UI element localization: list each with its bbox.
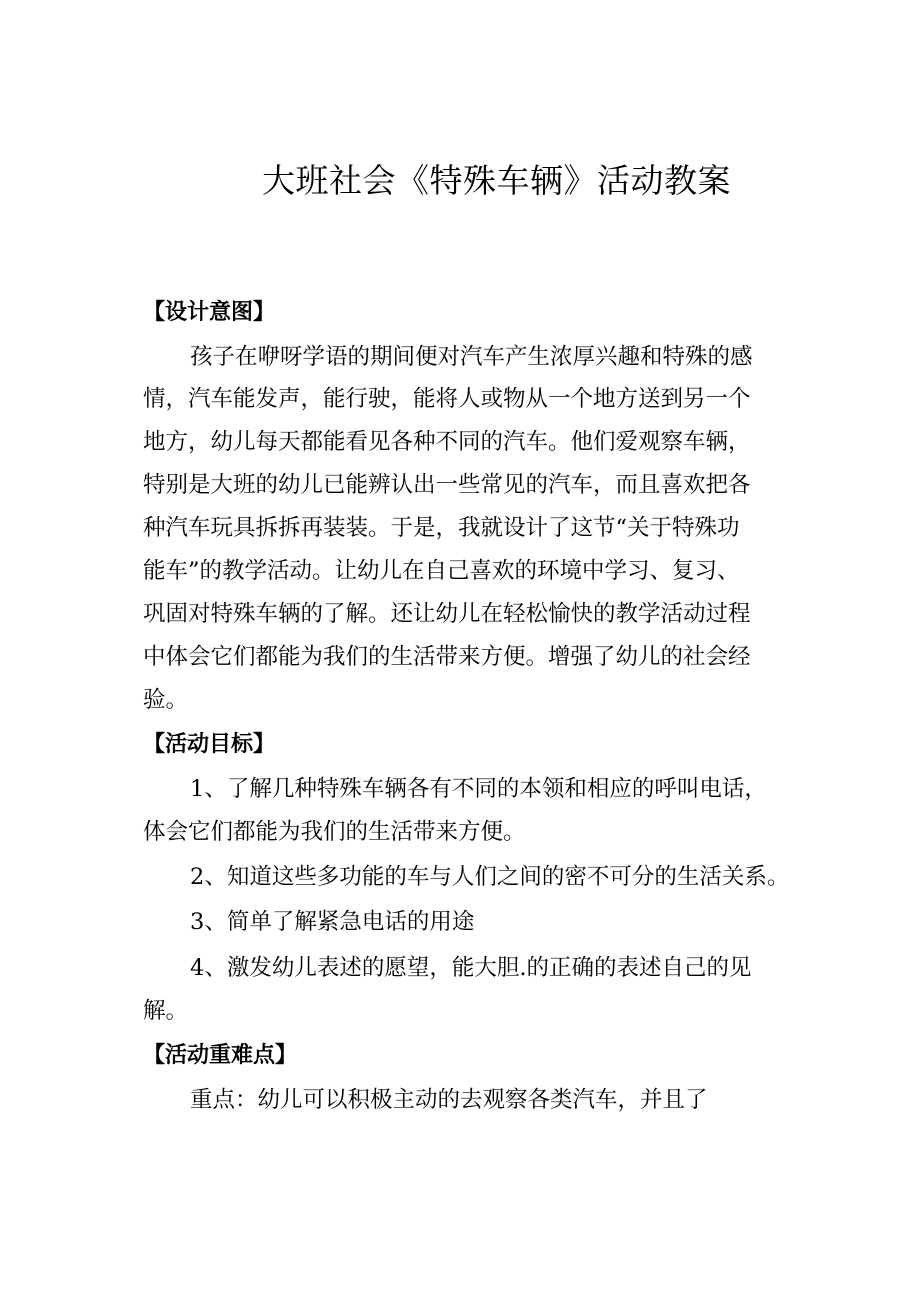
paragraph-line: 验。 xyxy=(143,687,189,713)
document-title: 大班社会《特殊车辆》活动教案 xyxy=(262,161,731,200)
paragraph-line: 地方，幼儿每天都能看见各种不同的汽车。他们爱观察车辆， xyxy=(143,429,751,455)
goal-line: 3、简单了解紧急电话的用途 xyxy=(190,909,475,935)
goal-line: 2、知道这些多功能的车与人们之间的密不可分的生活关系。 xyxy=(190,864,790,890)
section-heading-key-points: 【活动重难点】 xyxy=(143,1043,298,1068)
paragraph-line: 特别是大班的幼儿已能辨认出一些常见的汽车，而且喜欢把各 xyxy=(143,472,751,498)
paragraph-line: 情，汽车能发声，能行驶，能将人或物从一个地方送到另一个 xyxy=(143,386,751,412)
goal-line: 4、激发幼儿表述的愿望，能大胆.的正确的表述自己的见 xyxy=(190,955,752,981)
goal-line: 1、了解几种特殊车辆各有不同的本领和相应的呼叫电话， xyxy=(190,776,767,802)
section-heading-activity-goals: 【活动目标】 xyxy=(143,732,276,757)
goal-line: 解。 xyxy=(143,998,189,1024)
key-point-line: 重点：幼儿可以积极主动的去观察各类汽车，并且了 xyxy=(190,1087,708,1113)
section-heading-design-intent: 【设计意图】 xyxy=(143,300,276,325)
goal-line: 体会它们都能为我们的生活带来方便。 xyxy=(143,819,526,845)
paragraph-line: 孩子在咿呀学语的期间便对汽车产生浓厚兴趣和特殊的感 xyxy=(190,344,753,370)
paragraph-line: 能车”的教学活动。让幼儿在自己喜欢的环境中学习、复习、 xyxy=(143,558,740,584)
paragraph-line: 巩固对特殊车辆的了解。还让幼儿在轻松愉快的教学活动过程 xyxy=(143,601,751,627)
paragraph-line: 种汽车玩具拆拆再装装。于是，我就设计了这节“关于特殊功 xyxy=(143,515,740,541)
paragraph-line: 中体会它们都能为我们的生活带来方便。增强了幼儿的社会经 xyxy=(143,644,751,670)
